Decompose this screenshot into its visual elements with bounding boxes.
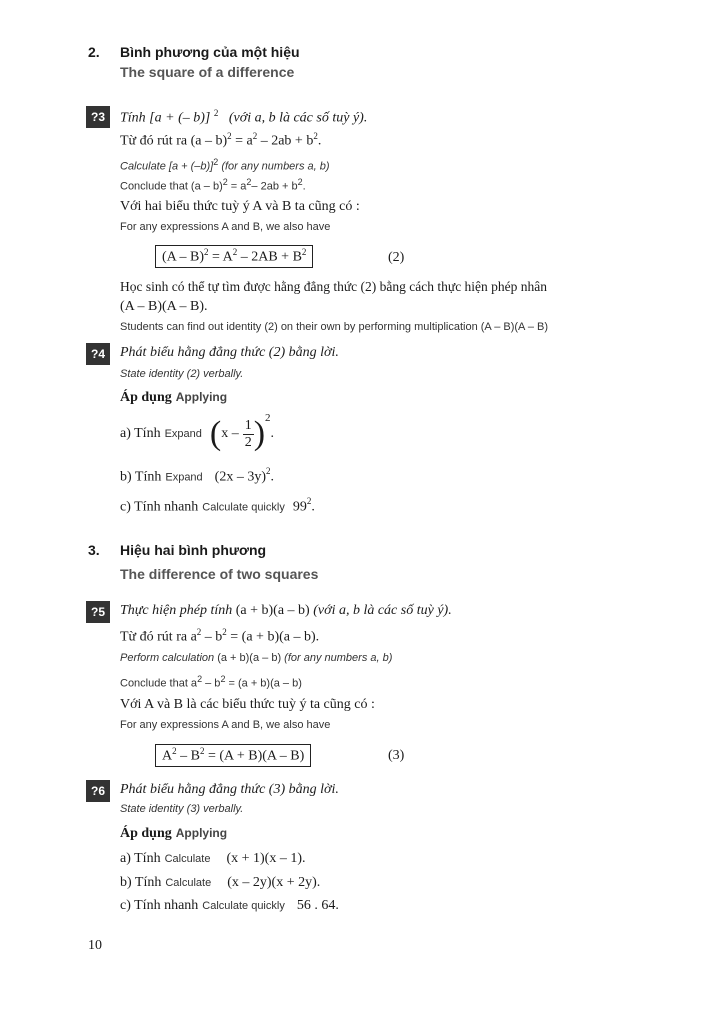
q5-vi3: Với A và B là các biểu thức tuỳ ý ta cũng có : [120, 697, 375, 712]
q6-item-a: a) Tính Calculate (x + 1)(x – 1). [120, 851, 306, 866]
section-2-title-en: The square of a difference [120, 64, 295, 80]
q4-item-b: b) Tính Expand (2x – 3y)$^2$. [120, 466, 274, 485]
q5-en1: Perform calculation (a + b)(a – b) (for any numbers a, b) [120, 652, 393, 664]
question-badge-4: ?4 [86, 343, 110, 365]
q3-vi4: Học sinh có thể tự tìm được hằng đẳng thức (2) bằng cách thực hiện phép nhân [120, 279, 548, 294]
identity-3-formula: $A^2 - B^2 = (A + B)(A - B)$ [155, 744, 311, 767]
q5-en3: For any expressions A and B, we also have [120, 719, 331, 731]
q3-en1: Calculate $[a + (-b)]^2$ (for any numbers a, b) [120, 157, 330, 173]
q4-en: State identity (2) verbally. [120, 368, 244, 380]
page-number: 10 [88, 938, 102, 953]
question-badge-3: ?3 [86, 106, 110, 128]
q3-vi5: (A – B)(A – B). [120, 299, 208, 314]
q3-vi3: Với hai biểu thức tuỳ ý A và B ta cũng có : [120, 199, 360, 214]
section-3-title-en: The difference of two squares [120, 566, 319, 582]
q3-line2: Từ đó rút ra $(a - b)^2 = a^2 - 2ab + b^2$. [120, 131, 322, 149]
q3-en2: Conclude that $(a - b)^2 = a^2-$ $2ab + b^2$. [120, 177, 306, 193]
section-3-number: 3. [88, 542, 100, 558]
q5-line2: Từ đó rút ra $a^2 - b^2 = (a + b)(a - b)$. [120, 627, 320, 645]
identity-3-label: (3) [388, 748, 405, 763]
q3-en4: Students can find out identity (2) on their own by performing multiplication (A – B)(A – B) [120, 321, 548, 333]
q6-vi: Phát biểu hằng đẳng thức (3) bằng lời. [120, 782, 339, 797]
q6-item-c: c) Tính nhanh Calculate quickly 56 . 64. [120, 898, 339, 913]
section-2-number: 2. [88, 44, 100, 60]
q5-en2: Conclude that $a^2 - b^2 = (a + b)(a - b)$ [120, 674, 302, 690]
q4-applying: Áp dụng Applying [120, 390, 228, 405]
question-badge-6: ?6 [86, 780, 110, 802]
q3-en3: For any expressions A and B, we also have [120, 221, 331, 233]
identity-2-label: (2) [388, 250, 405, 265]
q6-en: State identity (3) verbally. [120, 803, 244, 815]
q5-line1: Thực hiện phép tính (a + b)(a – b) (với a, b là các số tuỳ ý). [120, 603, 452, 618]
q3-line1: Tính [a + (– b)] $^2$ (với a, b là các số tuỳ ý). [120, 108, 368, 126]
fraction-one-half: $\frac{1}{2}$ [244, 418, 252, 450]
section-3-title: Hiệu hai bình phương [120, 542, 267, 558]
q6-item-b: b) Tính Calculate (x – 2y)(x + 2y). [120, 875, 321, 890]
q6-applying: Áp dụng Applying [120, 826, 228, 841]
section-2-title: Bình phương của một hiệu [120, 44, 300, 60]
question-badge-5: ?5 [86, 601, 110, 623]
q4-vi: Phát biểu hằng đẳng thức (2) bằng lời. [120, 345, 339, 360]
identity-2-formula: $(A - B)^2 = A^2 - 2AB + B^2$ [155, 245, 313, 268]
q4-item-c: c) Tính nhanh Calculate quickly $99^2$. [120, 496, 315, 515]
q4-item-a: a) Tính Expand ( x – $\frac{1}{2}$ ) 2 . [120, 412, 275, 452]
